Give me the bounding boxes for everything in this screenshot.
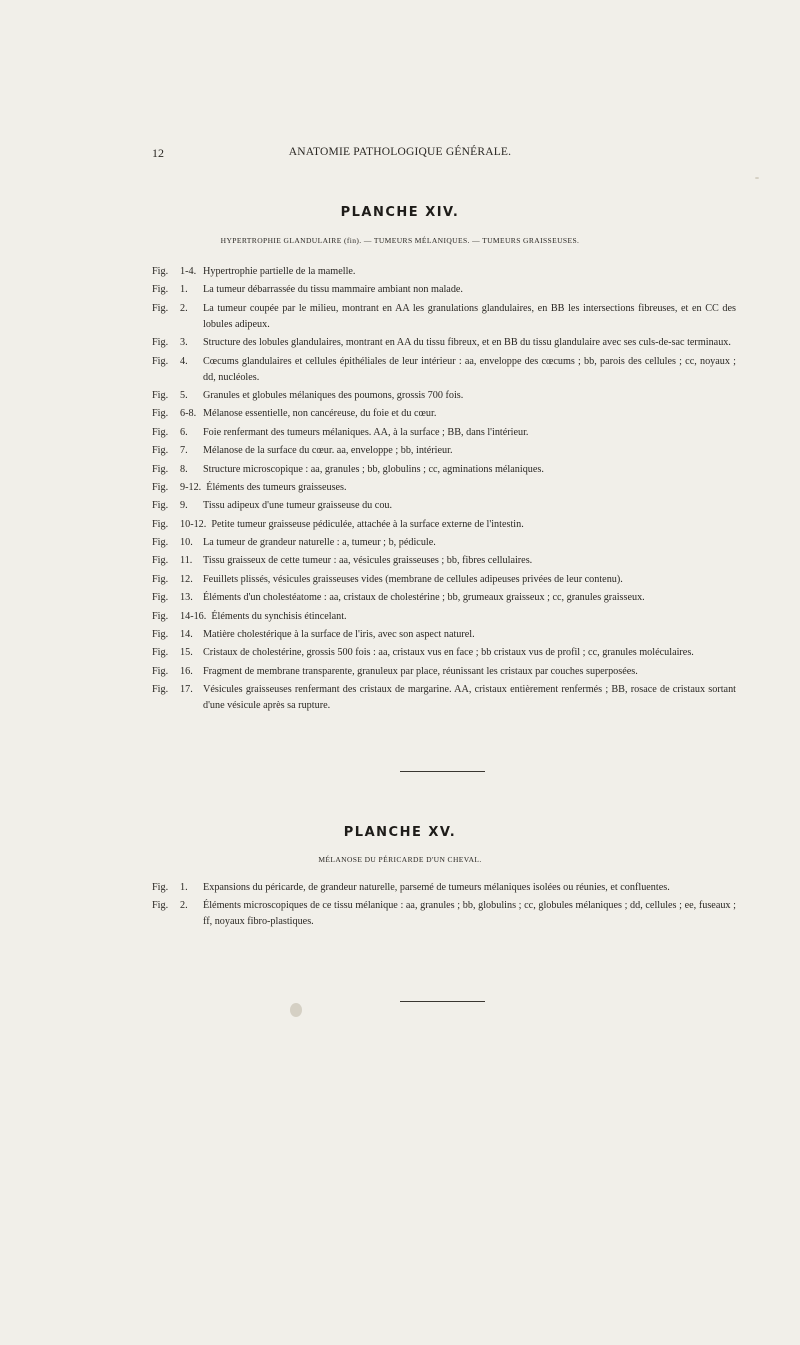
figure-number: 4.: [180, 355, 188, 367]
figure-number: 8.: [180, 463, 188, 475]
figure-caption: Éléments d'un cholestéatome : aa, cristaux de cholestérine ; bb, grumeaux graisseux ; cc, granules graisseux.: [203, 592, 645, 604]
figure-number: 13.: [180, 592, 193, 604]
figure-caption: Éléments microscopiques de ce tissu mélanique : aa, granules ; bb, globulins ; cc, globules mélaniques ; dd, cellules ; ee, fuseaux ; ff, noyaux fibro-plastiques.: [203, 900, 736, 928]
figure-caption: Foie renfermant des tumeurs mélaniques. AA, à la surface ; BB, dans l'intérieur.: [203, 426, 529, 438]
figure-label: Fig.: [152, 684, 169, 696]
figure-number: 9-12.: [180, 481, 202, 493]
figure-number: 1.: [180, 284, 188, 296]
figure-label: Fig.: [152, 573, 169, 585]
figure-entry: [152, 553, 736, 569]
figure-entry: [152, 898, 736, 930]
figure-caption: Mélanose essentielle, non cancéreuse, du foie et du cœur.: [203, 408, 437, 420]
figure-caption: Cristaux de cholestérine, grossis 500 fois : aa, cristaux vus en face ; bb cristaux vus de profil ; cc, granules moléculaires.: [203, 647, 694, 659]
figure-caption: Tissu graisseux de cette tumeur : aa, vésicules graisseuses ; bb, fibres cellulaires.: [203, 555, 533, 567]
figure-caption: Éléments du synchisis étincelant.: [211, 610, 347, 622]
figure-label: Fig.: [152, 302, 169, 314]
figure-label: Fig.: [152, 518, 169, 530]
plate-xv-subtitle: MÉLANOSE DU PÉRICARDE D'UN CHEVAL.: [318, 855, 482, 864]
figure-entry: [152, 462, 736, 478]
figure-entry: [152, 443, 736, 459]
figure-number: 12.: [180, 573, 193, 585]
figure-number: 10-12.: [180, 518, 207, 530]
figure-label: Fig.: [152, 481, 169, 493]
figure-label: Fig.: [152, 355, 169, 367]
figure-label: Fig.: [152, 389, 169, 401]
figure-caption: Structure microscopique : aa, granules ; bb, globulins ; cc, agminations mélaniques.: [203, 463, 544, 475]
figure-caption: Feuillets plissés, vésicules graisseuses vides (membrane de cellules adipeuses privées de leur contenu).: [203, 573, 623, 585]
paper-speck: [755, 177, 759, 179]
figure-number: 6.: [180, 426, 188, 438]
figure-caption: Granules et globules mélaniques des poumons, grossis 700 fois.: [203, 389, 464, 401]
page-number: 12: [152, 146, 164, 160]
figure-caption: Vésicules graisseuses renfermant des cristaux de margarine. AA, cristaux entièrement renfermés ; BB, rosace de cristaux sortant d'une vésicule après sa rupture.: [203, 684, 736, 712]
figure-number: 1.: [180, 882, 188, 893]
figure-label: Fig.: [152, 426, 169, 438]
figure-entry: [152, 535, 736, 551]
figure-label: Fig.: [152, 463, 169, 475]
figure-entry: [152, 517, 736, 533]
figure-caption: Éléments des tumeurs graisseuses.: [206, 481, 347, 493]
figure-entry: [152, 388, 736, 404]
figure-label: Fig.: [152, 665, 169, 677]
figure-number: 14-16.: [180, 610, 207, 622]
figure-caption: Hypertrophie partielle de la mamelle.: [203, 266, 356, 277]
section-divider: [400, 771, 485, 772]
figure-caption: La tumeur coupée par le milieu, montrant en AA les granulations glandulaires, en BB les intersections fibreuses, et en CC des lobules adipeux.: [203, 302, 736, 330]
figure-entry: [152, 609, 736, 625]
figure-label: Fig.: [152, 537, 169, 549]
plate-xv-figure-list: [152, 880, 736, 933]
figure-label: Fig.: [152, 647, 169, 659]
figure-entry: [152, 335, 736, 351]
end-divider: [400, 1001, 485, 1002]
figure-caption: Mélanose de la surface du cœur. aa, enveloppe ; bb, intérieur.: [203, 445, 453, 457]
figure-label: Fig.: [152, 284, 169, 296]
figure-label: Fig.: [152, 592, 169, 604]
figure-label: Fig.: [152, 337, 169, 349]
figure-label: Fig.: [152, 500, 169, 512]
plate-xv-title: PLANCHE XV.: [343, 825, 457, 840]
figure-number: 3.: [180, 337, 188, 349]
figure-label: Fig.: [152, 408, 169, 420]
figure-label: Fig.: [152, 900, 169, 912]
figure-number: 11.: [180, 555, 193, 567]
figure-entry: [152, 880, 736, 896]
figure-entry: [152, 572, 736, 588]
figure-label: Fig.: [152, 445, 169, 457]
figure-entry: [152, 645, 736, 661]
plate-xiv-figure-list: [152, 264, 736, 717]
figure-caption: Expansions du péricarde, de grandeur naturelle, parsemé de tumeurs mélaniques isolées ou réunies, et confluentes.: [203, 882, 670, 893]
figure-label: Fig.: [152, 629, 169, 641]
figure-caption: La tumeur débarrassée du tissu mammaire ambiant non malade.: [203, 284, 463, 296]
figure-entry: [152, 627, 736, 643]
figure-caption: Cœcums glandulaires et cellules épithéliales de leur intérieur : aa, enveloppe des cœcums ; bb, parois des cellules ; cc, noyaux ; dd, nucléoles.: [203, 355, 736, 383]
figure-caption: La tumeur de grandeur naturelle : a, tumeur ; b, pédicule.: [203, 537, 436, 549]
figure-entry: [152, 282, 736, 298]
figure-number: 10.: [180, 537, 193, 549]
figure-caption: Structure des lobules glandulaires, montrant en AA du tissu fibreux, et en BB du tissu glandulaire avec ses culs-de-sac terminaux.: [203, 337, 731, 349]
figure-number: 14.: [180, 629, 193, 641]
running-title: ANATOMIE PATHOLOGIQUE GÉNÉRALE.: [288, 146, 512, 158]
figure-entry: [152, 480, 736, 496]
figure-caption: Tissu adipeux d'une tumeur graisseuse du cou.: [203, 500, 393, 512]
figure-caption: Fragment de membrane transparente, granuleux par place, réunissant les cristaux par couches superposées.: [203, 665, 638, 677]
figure-entry: [152, 590, 736, 606]
figure-number: 15.: [180, 647, 193, 659]
figure-number: 9.: [180, 500, 188, 512]
figure-label: Fig.: [152, 266, 169, 277]
figure-number: 5.: [180, 389, 188, 401]
figure-entry: [152, 425, 736, 441]
figure-caption: Petite tumeur graisseuse pédiculée, attachée à la surface externe de l'intestin.: [211, 518, 524, 530]
figure-number: 16.: [180, 665, 193, 677]
paper-stain: [290, 1003, 302, 1017]
figure-number: 7.: [180, 445, 188, 457]
figure-label: Fig.: [152, 610, 169, 622]
figure-number: 2.: [180, 900, 188, 912]
figure-caption: Matière cholestérique à la surface de l'iris, avec son aspect naturel.: [203, 629, 475, 641]
figure-entry: [152, 664, 736, 680]
figure-label: Fig.: [152, 882, 169, 893]
plate-xiv-title: PLANCHE XIV.: [340, 205, 460, 220]
figure-number: 2.: [180, 302, 188, 314]
plate-xiv-subtitle: HYPERTROPHIE GLANDULAIRE (fin). — TUMEURS MÉLANIQUES. — TUMEURS GRAISSEUSES.: [220, 236, 580, 245]
figure-entry: [152, 682, 736, 714]
figure-entry: [152, 301, 736, 333]
figure-entry: [152, 354, 736, 386]
figure-label: Fig.: [152, 555, 169, 567]
figure-number: 6-8.: [180, 408, 197, 420]
figure-entry: [152, 498, 736, 514]
figure-entry: [152, 264, 736, 280]
figure-number: 1-4.: [180, 266, 197, 277]
figure-number: 17.: [180, 684, 193, 696]
figure-entry: [152, 406, 736, 422]
